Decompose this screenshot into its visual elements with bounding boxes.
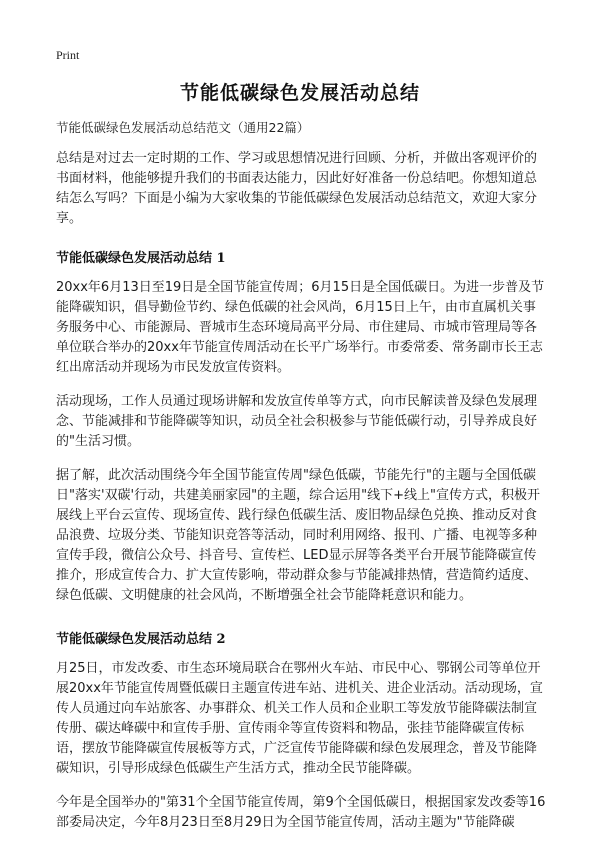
section-1-paragraph-3: 据了解，此次活动围绕今年全国节能宣传周"绿色低碳，节能先行"的主题与全国低碳日"落实'双碳'行动，共建美丽家园"的主题，综合运用"线下+线上"宣传方式，积极开展线上平台云宣传、现场宣传、践行绿色低碳生活、废旧物品绿色兑换、推动反对食品浪费、垃圾分类、节能知识竞答等活动，同时利用网络、报刊、广播、电视等多种宣传手段，微信公众号、抖音号、宣传栏、LED显示屏等各类平台开展节能降碳宣传推介，形成宣传合力、扩大宣传影响，带动群众参与节能减排热情，营造简约适度、绿色低碳、文明健康的社会风尚，不断增强全社会节能降耗意识和能力。 (56, 468, 540, 603)
document-subtitle: 节能低碳绿色发展活动总结范文（通用22篇） (56, 120, 310, 135)
section-1-paragraph-2: 活动现场，工作人员通过现场讲解和发放宣传单等方式，向市民解读普及绿色发展理念、节能减排和节能降碳等知识，动员全社会积极参与节能低碳行动，引导养成良好的"生活习惯。 (56, 394, 538, 449)
section-1-paragraph-1: 20xx年6月13日至19日是全国节能宣传周；6月15日是全国低碳日。为进一步普及节能降碳知识，倡导勤俭节约、绿色低碳的社会风尚，6月15日上午，由市直属机关事务服务中心、市能源局、晋城市生态环境局高平分局、市住建局、市城市管理局等各单位联合举办的20xx年节能宣传周活动在长平广场举行。市委常委、常务副市长王志红出席活动并现场为市民发放宣传资料。 (56, 280, 545, 375)
section-2-paragraph-2: 今年是全国举办的"第31个全国节能宣传周，第9个全国低碳日，根据国家发改委等16部委局决定，今年8月23日至8月29日为全国节能宣传周，活动主题为"节能降碳 (56, 795, 546, 830)
print-link[interactable]: Print (56, 48, 80, 62)
intro-paragraph: 总结是对过去一定时期的工作、学习或思想情况进行回顾、分析，并做出客观评价的书面材料，他能够提升我们的书面表达能力，因此好好准备一份总结吧。你想知道总结怎么写吗？下面是小编为大家收集的节能低碳绿色发展活动总结范文，欢迎大家分享。 (56, 151, 538, 226)
section-2-paragraph-1: 月25日，市发改委、市生态环境局联合在鄂州火车站、市民中心、鄂钢公司等单位开展20xx年节能宣传周暨低碳日主题宣传进车站、进机关、进企业活动。活动现场，宣传人员通过向车站旅客、办事群众、机关工作人员和企业职工等发放节能降碳法制宣传册、碳达峰碳中和宣传手册、宣传雨伞等宣传资料和物品，张挂节能降碳宣传标语，摆放节能降碳宣传展板等方式，广泛宣传节能降碳和绿色发展理念，普及节能降碳知识，引导形成绿色低碳生产生活方式，推动全民节能降碳。 (56, 661, 543, 776)
section-heading-2: 节能低碳绿色发展活动总结 2 (56, 632, 226, 647)
document-title: 节能低碳绿色发展活动总结 (179, 82, 420, 104)
document-body (56, 149, 548, 847)
section-heading-1: 节能低碳绿色发展活动总结 1 (56, 251, 226, 266)
